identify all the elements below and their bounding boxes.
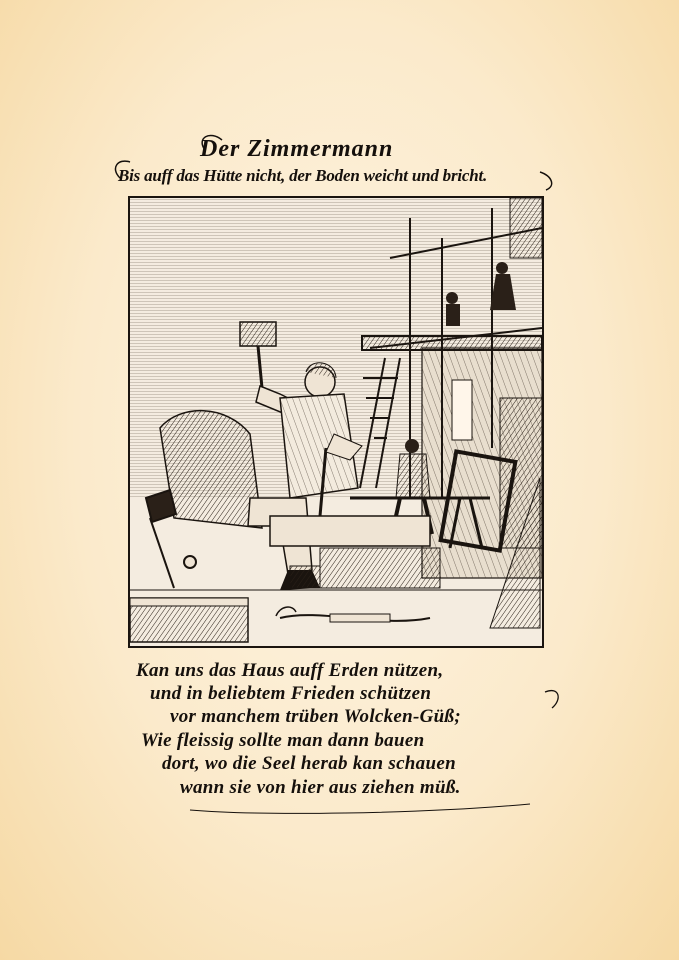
poem-line-2: und in beliebtem Frieden schützen [150,683,432,704]
page-title: Der Zimmermann [200,136,394,162]
poem-line-4: Wie fleissig sollte man dann bauen [141,730,425,751]
poem-line-5: dort, wo die Seel herab kan schauen [162,753,456,774]
poem-line-6: wann sie von hier aus ziehen müß. [180,777,461,798]
page-subtitle: Bis auff das Hütte nicht, der Boden weicht und bricht. [118,166,488,185]
poem-line-3: vor manchem trüben Wolcken-Güß; [170,706,461,727]
poem-line-1: Kan uns das Haus auff Erden nützen, [136,660,444,681]
